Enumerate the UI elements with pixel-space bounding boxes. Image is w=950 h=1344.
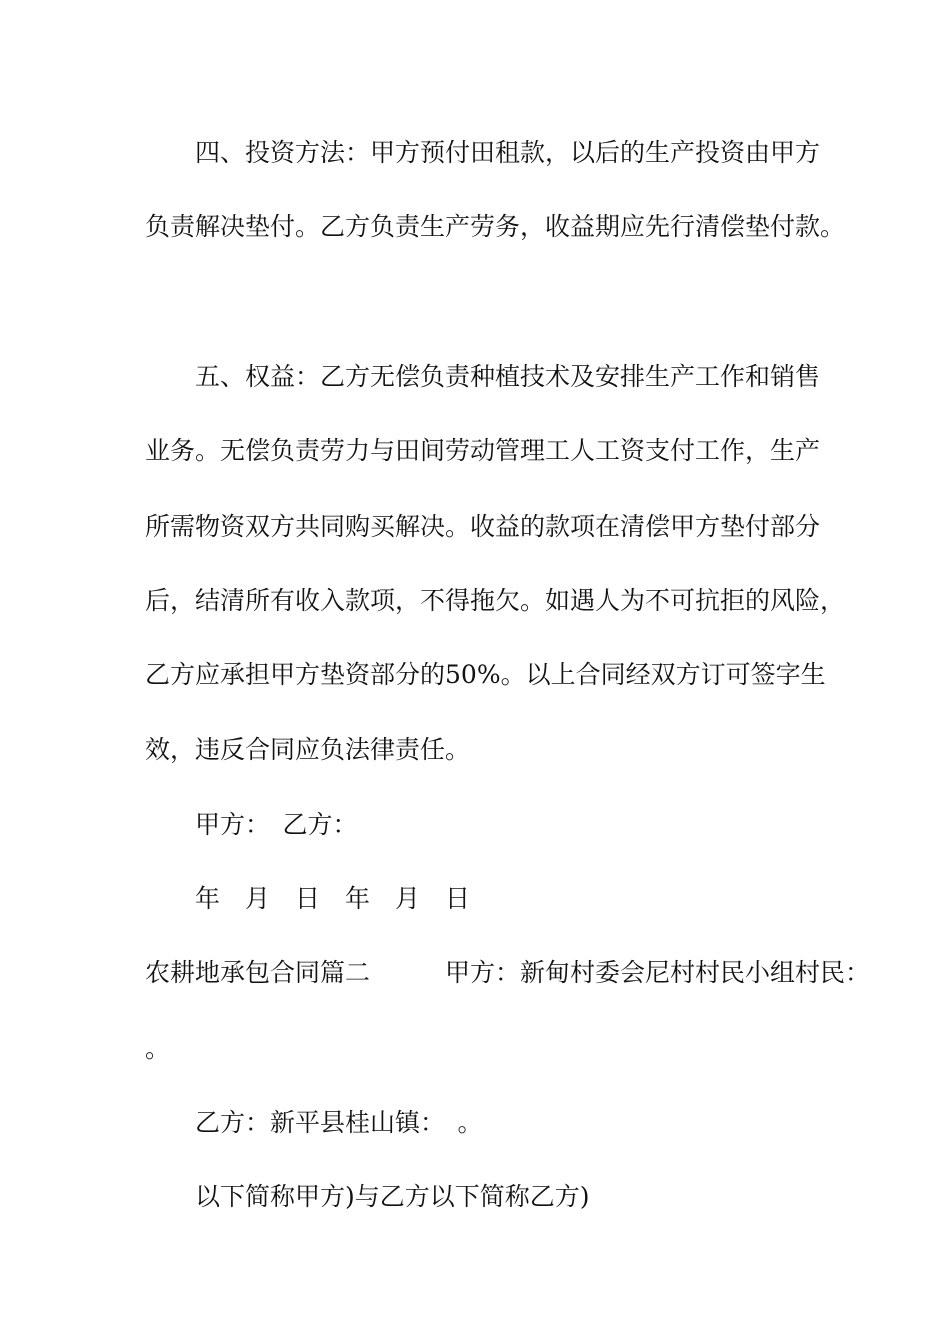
section-5-line-4: 后，结清所有收入款项，不得拖欠。如遇人为不可抗拒的风险，	[145, 586, 846, 615]
section-5-line-1: 五、权益：乙方无偿负责种植技术及安排生产工作和销售	[195, 362, 821, 391]
section-4-line-2: 负责解决垫付。乙方负责生产劳务，收益期应先行清偿垫付款。	[145, 212, 846, 241]
signature-dates: 年 月 日 年 月 日	[195, 884, 471, 913]
contract-2-abbreviation: 以下简称甲方)与乙方以下简称乙方)	[195, 1182, 590, 1211]
contract-2-party-b: 乙方：新平县桂山镇： 。	[195, 1108, 483, 1137]
section-4-line-1: 四、投资方法：甲方预付田租款，以后的生产投资由甲方	[195, 138, 821, 167]
section-5-line-3: 所需物资双方共同购买解决。收益的款项在清偿甲方垫付部分	[145, 512, 821, 541]
contract-2-continuation: 。	[145, 1034, 171, 1063]
section-5-line-5: 乙方应承担甲方垫资部分的50%。以上合同经双方订可签字生	[145, 660, 826, 689]
section-5-line-2: 业务。无偿负责劳力与田间劳动管理工人工资支付工作，生产	[145, 436, 821, 465]
contract-2-heading-line: 农耕地承包合同篇二 甲方：新甸村委会尼村村民小组村民：	[145, 958, 871, 987]
section-5-line-6: 效，违反合同应负法律责任。	[145, 735, 471, 764]
signature-parties: 甲方： 乙方：	[195, 810, 358, 839]
